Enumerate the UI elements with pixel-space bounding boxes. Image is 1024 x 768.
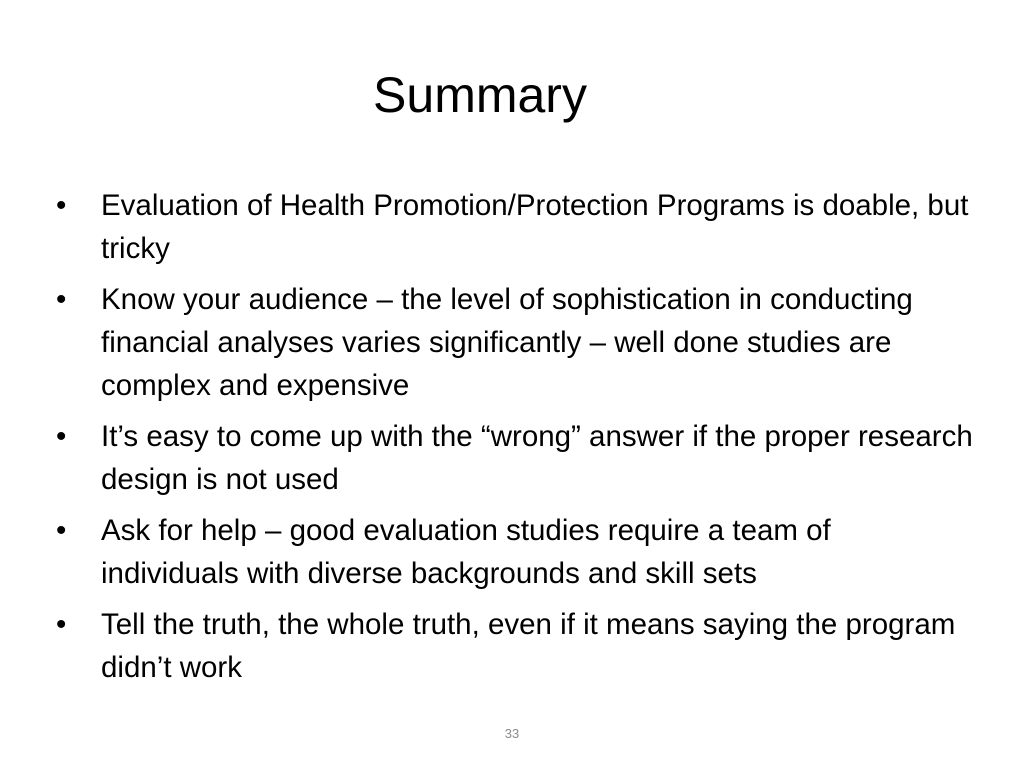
bullet-icon: •	[56, 420, 67, 453]
bullet-text: Know your audience – the level of sophistication in conducting financial analyses varies significantly – well done studies are complex and expensive	[101, 283, 913, 402]
bullet-item	[56, 184, 976, 270]
bullet-text: It’s easy to come up with the “wrong” answer if the proper research design is not used	[101, 420, 973, 496]
page-number: 33	[504, 726, 520, 741]
bullet-item	[56, 415, 976, 501]
bullet-text: Evaluation of Health Promotion/Protection Programs is doable, but tricky	[101, 189, 969, 265]
bullet-text: Ask for help – good evaluation studies require a team of individuals with diverse backgrounds and skill sets	[101, 514, 831, 590]
bullet-list	[56, 184, 976, 697]
bullet-icon: •	[56, 283, 67, 316]
bullet-text: Tell the truth, the whole truth, even if it means saying the program didn’t work	[101, 608, 956, 684]
bullet-item	[56, 603, 976, 689]
bullet-icon: •	[56, 514, 67, 547]
bullet-item	[56, 278, 976, 407]
bullet-icon: •	[56, 189, 67, 222]
slide-title: Summary	[373, 67, 587, 123]
bullet-item	[56, 509, 976, 595]
bullet-icon: •	[56, 608, 67, 641]
